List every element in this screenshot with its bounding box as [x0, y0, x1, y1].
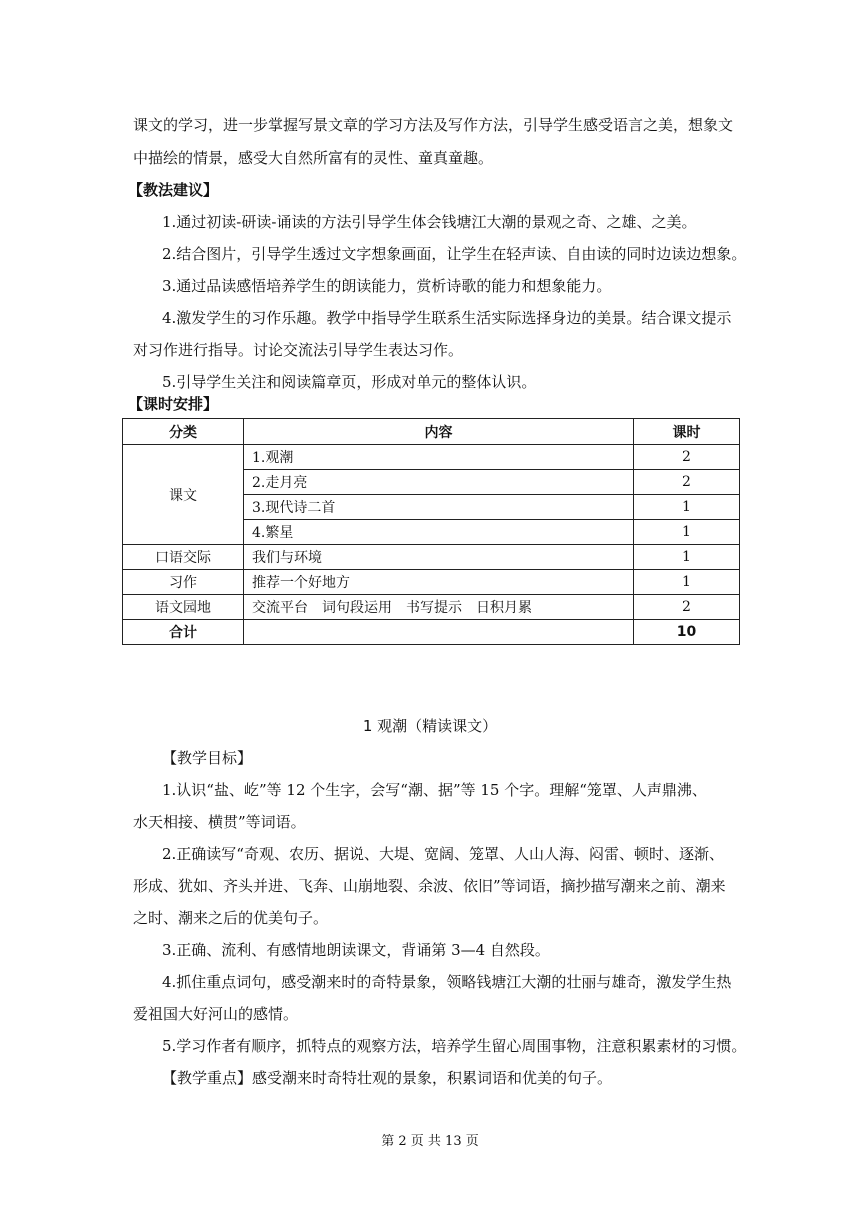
table-row [123, 445, 740, 470]
table-total-row [123, 620, 740, 645]
content-cell: 我们与环境 [244, 545, 634, 570]
goal-line: 形成、犹如、齐头并进、飞奔、山崩地裂、余波、依旧”等词语，摘抄描写潮来之前、潮来 [133, 877, 726, 895]
focus-heading: 【教学重点】 [162, 1069, 253, 1087]
table-header-row [123, 419, 740, 445]
methods-item: 2.结合图片，引导学生透过文字想象画面，让学生在轻声读、自由读的同时边读边想象。 [162, 245, 747, 263]
header-category: 分类 [123, 419, 244, 445]
goal-line: 1.认识“盐、屹”等 12 个生字，会写“潮、据”等 15 个字。理解“笼罩、人声鼎沸、 [162, 781, 707, 799]
schedule-heading: 【课时安排】 [128, 395, 219, 413]
goals-heading: 【教学目标】 [162, 749, 253, 767]
total-content [244, 620, 634, 645]
category-cell: 口语交际 [123, 545, 244, 570]
content-cell: 2.走月亮 [244, 470, 634, 495]
total-label: 合计 [123, 620, 244, 645]
methods-item: 1.通过初读-研读-诵读的方法引导学生体会钱塘江大潮的景观之奇、之雄、之美。 [162, 213, 697, 231]
focus-text: 感受潮来时奇特壮观的景象，积累词语和优美的句子。 [252, 1069, 613, 1087]
goal-line: 水天相接、横贯”等词语。 [133, 813, 306, 831]
category-cell: 课文 [123, 445, 244, 545]
focus-line [162, 1068, 738, 1088]
goal-line: 之时、潮来之后的优美句子。 [133, 909, 329, 927]
methods-item: 对习作进行指导。讨论交流法引导学生表达习作。 [133, 341, 464, 359]
total-hours: 10 [634, 620, 740, 645]
goal-line: 爱祖国大好河山的感情。 [133, 1005, 299, 1023]
goal-line: 4.抓住重点词句，感受潮来时的奇特景象，领略钱塘江大潮的壮丽与雄奇，激发学生热 [162, 973, 732, 991]
goal-line: 3.正确、流利、有感情地朗读课文，背诵第 3—4 自然段。 [162, 941, 550, 959]
hours-cell: 1 [634, 495, 740, 520]
hours-cell: 2 [634, 445, 740, 470]
intro-line-2: 中描绘的情景，感受大自然所富有的灵性、童真童趣。 [133, 149, 494, 167]
content-cell: 推荐一个好地方 [244, 570, 634, 595]
table-row [123, 570, 740, 595]
methods-item: 5.引导学生关注和阅读篇章页，形成对单元的整体认识。 [162, 373, 537, 391]
category-cell: 习作 [123, 570, 244, 595]
hours-cell: 2 [634, 470, 740, 495]
methods-item: 4.激发学生的习作乐趣。教学中指导学生联系生活实际选择身边的美景。结合课文提示 [162, 309, 732, 327]
hours-cell: 1 [634, 570, 740, 595]
header-hours: 课时 [634, 419, 740, 445]
table-row [123, 545, 740, 570]
schedule-table [122, 418, 740, 645]
content-cell: 交流平台 词句段运用 书写提示 日积月累 [244, 595, 634, 620]
lesson-title: 1 观潮（精读课文） [362, 717, 498, 735]
content-cell: 3.现代诗二首 [244, 495, 634, 520]
intro-line-1: 课文的学习，进一步掌握写景文章的学习方法及写作方法，引导学生感受语言之美，想象文 [133, 116, 734, 134]
methods-item: 3.通过品读感悟培养学生的朗读能力，赏析诗歌的能力和想象能力。 [162, 277, 612, 295]
content-cell: 4.繁星 [244, 520, 634, 545]
table-row [123, 595, 740, 620]
hours-cell: 1 [634, 545, 740, 570]
hours-cell: 2 [634, 595, 740, 620]
goal-line: 5.学习作者有顺序，抓特点的观察方法，培养学生留心周围事物，注意积累素材的习惯。 [162, 1037, 747, 1055]
goal-line: 2.正确读写“奇观、农历、据说、大堤、宽阔、笼罩、人山人海、闷雷、顿时、逐渐、 [162, 845, 724, 863]
category-cell: 语文园地 [123, 595, 244, 620]
page-footer: 第 2 页 共 13 页 [381, 1134, 479, 1149]
header-content: 内容 [244, 419, 634, 445]
methods-heading: 【教法建议】 [128, 181, 219, 199]
content-cell: 1.观潮 [244, 445, 634, 470]
hours-cell: 1 [634, 520, 740, 545]
